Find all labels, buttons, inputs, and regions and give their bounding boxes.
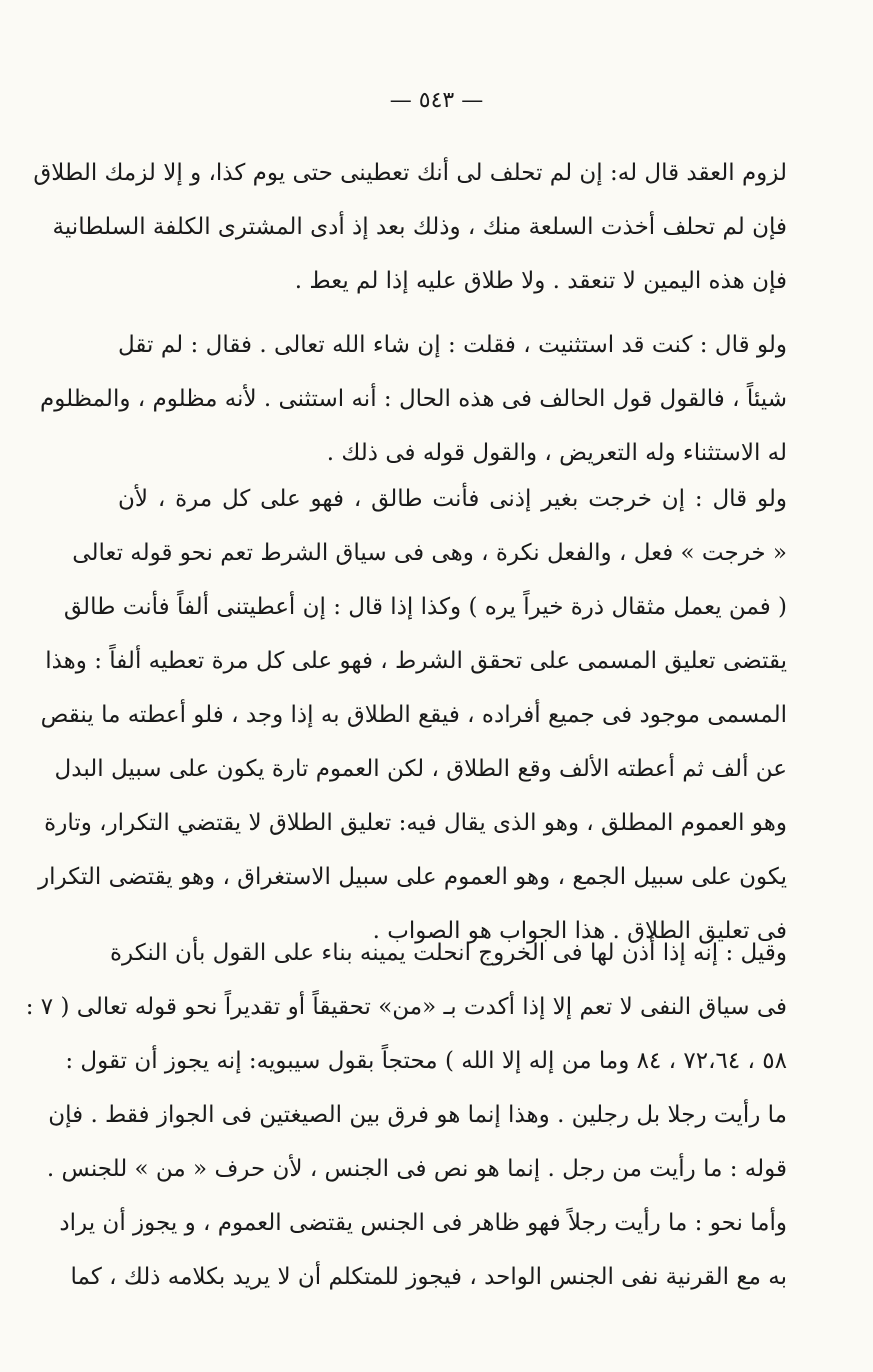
text-line: وأما نحو : ما رأيت رجلاً فهو ظاهر فى الجنس يقتضى العموم ، و يجوز أن يراد	[59, 1210, 787, 1236]
text-line: ما رأيت رجلا بل رجلين . وهذا إنما هو فرق بين الصيغتين فى الجواز فقط . فإن	[48, 1102, 787, 1128]
text-line: فإن هذه اليمين لا تنعقد . ولا طلاق عليه إذا لم يعط .	[294, 268, 787, 294]
text-line: فى تعليق الطلاق . هذا الجواب هو الصواب .	[372, 918, 787, 944]
text-line: ولو قال : كنت قد استثنيت ، فقلت : إن شاء الله تعالى . فقال : لم تقل	[118, 332, 787, 358]
text-line: شيئاً ، فالقول قول الحالف فى هذه الحال : أنه استثنى . لأنه مظلوم ، والمظلوم	[40, 386, 787, 412]
text-line: وقيل : إنه إذا أذن لها فى الخروج انحلت يمينه بناء على القول بأن النكرة	[109, 940, 787, 966]
text-line: ( فمن يعمل مثقال ذرة خيراً يره ) وكذا إذا قال : إن أعطيتنى ألفاً فأنت طالق	[63, 594, 787, 620]
text-line: ٥٨ ، ٧٢،٦٤ ، ٨٤ وما من إله إلا الله ) محتجاً بقول سيبويه: إنه يجوز أن تقول :	[65, 1048, 787, 1074]
text-line: فى سياق النفى لا تعم إلا إذا أكدت بـ «من» تحقيقاً أو تقديراً نحو قوله تعالى ( ٧ :	[25, 994, 787, 1020]
text-line: يقتضى تعليق المسمى على تحقق الشرط ، فهو على كل مرة تعطيه ألفاً : وهذا	[45, 648, 787, 674]
text-line: « خرجت » فعل ، والفعل نكرة ، وهى فى سياق الشرط تعم نحو قوله تعالى	[72, 540, 787, 566]
page-number: — ٥٤٣ —	[389, 88, 484, 113]
text-line: لزوم العقد قال له: إن لم تحلف لى أنك تعطينى حتى يوم كذا، و إلا لزمك الطلاق	[33, 160, 787, 186]
paragraph-3	[38, 472, 787, 958]
text-line: به مع القرنية نفى الجنس الواحد ، فيجوز للمتكلم أن لا يريد بكلامه ذلك ، كما	[70, 1264, 787, 1290]
text-line: له الاستثناء وله التعريض ، والقول قوله فى ذلك .	[326, 440, 787, 466]
paragraph-4	[25, 926, 787, 1304]
text-line: وهو العموم المطلق ، وهو الذى يقال فيه: تعليق الطلاق لا يقتضي التكرار، وتارة	[44, 810, 787, 836]
text-line: قوله : ما رأيت من رجل . إنما هو نص فى الجنس ، لأن حرف « من » للجنس .	[46, 1156, 787, 1182]
text-line: فإن لم تحلف أخذت السلعة منك ، وذلك بعد إذ أدى المشترى الكلفة السلطانية	[52, 214, 787, 240]
text-line: يكون على سبيل الجمع ، وهو العموم على سبيل الاستغراق ، وهو يقتضى التكرار	[38, 864, 787, 890]
text-line: ولو قال : إن خرجت بغير إذنى فأنت طالق ، فهو على كل مرة ، لأن	[118, 486, 787, 512]
paragraph-2	[40, 318, 787, 480]
text-line: المسمى موجود فى جميع أفراده ، فيقع الطلاق به إذا وجد ، فلو أعطته ما ينقص	[40, 702, 787, 728]
paragraph-1	[33, 146, 787, 308]
text-line: عن ألف ثم أعطته الألف وقع الطلاق ، لكن العموم تارة يكون على سبيل البدل	[54, 756, 787, 782]
